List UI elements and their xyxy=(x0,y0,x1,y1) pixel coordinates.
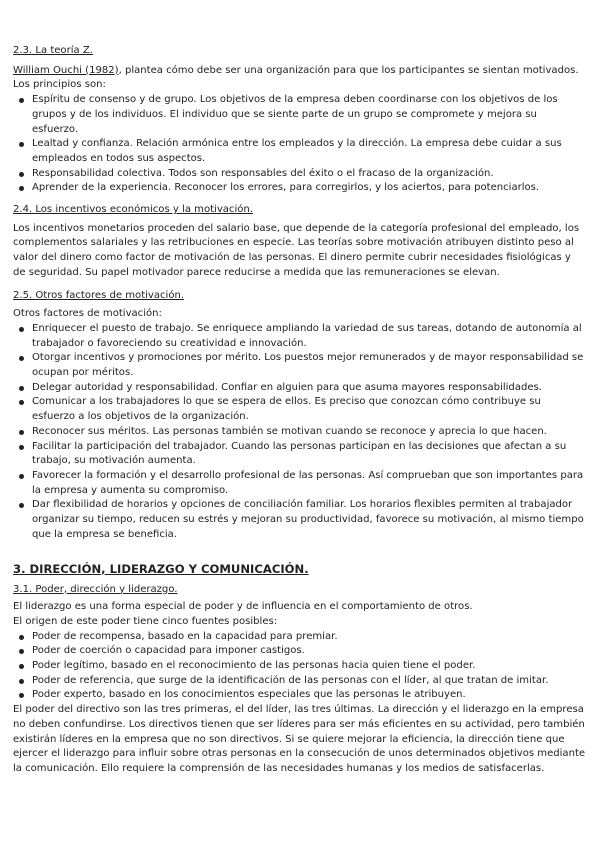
section-2-5-title: 2.5. Otros factores de motivación. xyxy=(13,289,185,301)
intro-rest: , plantea cómo debe ser una organización para que los participantes se sientan motivados. xyxy=(118,64,579,76)
list-item: Reconocer sus méritos. Las personas también se motivan cuando se reconoce y aprecia lo que hacen. xyxy=(32,425,586,440)
list-item: Responsabilidad colectiva. Todos son responsables del éxito o el fracaso de la organización. xyxy=(32,167,586,182)
section-2-3-intro xyxy=(13,64,586,79)
power-sources-list xyxy=(13,630,586,704)
section-3-1-p2: El origen de este poder tiene cinco fuentes posibles: xyxy=(13,615,278,627)
list-item: Aprender de la experiencia. Reconocer los errores, para corregirlos, y los aciertos, para potenciarlos. xyxy=(32,181,586,196)
list-item: Lealtad y confianza. Relación armónica entre los empleados y la dirección. La empresa debe cuidar a sus empleados en todos sus aspectos. xyxy=(32,137,586,166)
author-link[interactable]: William Ouchi (1982) xyxy=(13,64,119,76)
section-3-1-closing: El poder del directivo son las tres primeras, el del líder, las tres últimas. La dirección y el liderazgo en la empresa no deben confundirse. Los directivos tienen que ser líderes para ser más eficientes en su actividad, pero también existirán líderes en la empresa que no son directivos. Si se quiere mejorar la eficiencia, la dirección tiene que ejercer el liderazgo para influir sobre otras personas en la consecución de unos determinados objetivos mediante la comunicación. Ello requiere la comprensión de las necesidades humanas y los medios de satisfacerlas. xyxy=(13,704,586,774)
section-3-1-p1: El liderazgo es una forma especial de poder y de influencia en el comportamiento de otros. xyxy=(13,601,473,613)
list-item: Comunicar a los trabajadores lo que se espera de ellos. Es preciso que conozcan cómo contribuye su esfuerzo a los objetivos de la organización. xyxy=(32,395,586,424)
list-item: Delegar autoridad y responsabilidad. Confiar en alguien para que asuma mayores responsabilidades. xyxy=(32,381,586,396)
principles-list xyxy=(13,93,586,196)
list-item: Poder legítimo, basado en el reconocimiento de las personas hacia quien tiene el poder. xyxy=(32,659,586,674)
factors-list xyxy=(13,322,586,543)
list-item: Poder de coerción o capacidad para imponer castigos. xyxy=(32,644,586,659)
list-item: Facilitar la participación del trabajador. Cuando las personas participan en las decisiones que afectan a su trabajo, su motivación aumenta. xyxy=(32,440,586,469)
section-2-4-text: Los incentivos monetarios proceden del salario base, que depende de la categoría profesional del empleado, los complementos salariales y las retribuciones en especie. Las teorías sobre motivación atribuyen distinto peso al valor del dinero como factor de motivación de las personas. El dinero permite cubrir necesidades fisiológicas y de seguridad. Su papel motivador parece reducirse a medida que las remuneraciones se elevan. xyxy=(13,222,580,278)
list-item: Enriquecer el puesto de trabajo. Se enriquece ampliando la variedad de sus tareas, dotando de autonomía al trabajador o favoreciendo su creatividad e innovación. xyxy=(32,322,586,351)
list-item: Poder experto, basado en los conocimientos especiales que las personas le atribuyen. xyxy=(32,688,586,703)
list-item: Espíritu de consenso y de grupo. Los objetivos de la empresa deben coordinarse con los objetivos de los grupos y de los individuos. El individuo que se siente parte de un grupo se compromete y mejora su esfuerzo. xyxy=(32,93,586,137)
section-3-title: 3. DIRECCIÓN, LIDERAZGO Y COMUNICACIÓN. xyxy=(13,561,309,576)
list-item: Poder de recompensa, basado en la capacidad para premiar. xyxy=(32,630,586,645)
section-2-3-title: 2.3. La teoría Z. xyxy=(13,45,93,56)
section-2-5-label: Otros factores de motivación: xyxy=(13,308,162,320)
principles-label: Los principios son: xyxy=(13,79,106,91)
list-item: Poder de referencia, que surge de la identificación de las personas con el líder, al que tratan de imitar. xyxy=(32,674,586,689)
list-item: Otorgar incentivos y promociones por mérito. Los puestos mejor remunerados y de mayor responsabilidad se ocupan por méritos. xyxy=(32,351,586,380)
section-3-1-title: 3.1. Poder, dirección y liderazgo. xyxy=(13,583,178,595)
section-2-4-title: 2.4. Los incentivos económicos y la motivación. xyxy=(13,204,253,216)
list-item: Favorecer la formación y el desarrollo profesional de las personas. Así comprueban que son importantes para la empresa y aumenta su compromiso. xyxy=(32,469,586,498)
list-item: Dar flexibilidad de horarios y opciones de conciliación familiar. Los horarios flexibles permiten al trabajador organizar su tiempo, reducen su estrés y mejoran su productividad, favorece su motivación, al mismo tiempo que la empresa se beneficia. xyxy=(32,498,586,542)
